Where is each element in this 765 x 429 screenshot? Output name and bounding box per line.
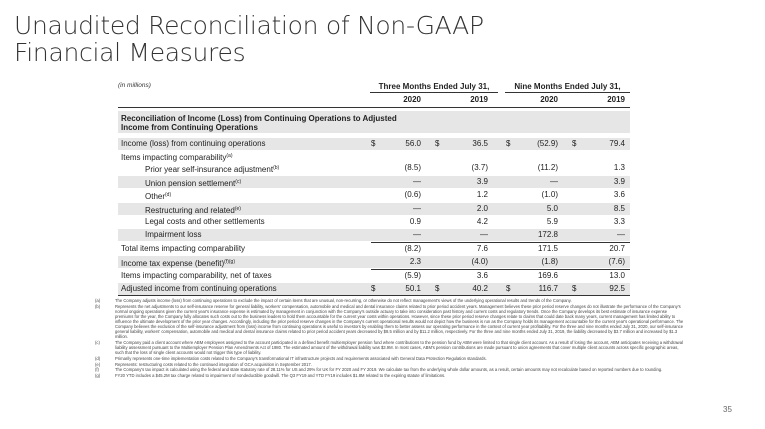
cell-value: 4.2	[476, 217, 488, 226]
table-row	[118, 176, 630, 188]
footnote-text: The Company's tax impact is calculated using the federal and state statutory rate of 28.11% for US and 29% for UK for FY 2020 and FY 2019. We calculate tax from the underlying whole dollar amounts, as a result, certain amounts may not recalculate based on reported numbers due to rounding.	[115, 367, 663, 373]
cell-value: 79.4	[609, 139, 625, 148]
cell-value: (8.5)	[404, 163, 421, 172]
cell-value: —	[413, 230, 421, 239]
cell-value: 40.2	[472, 284, 488, 293]
cell-value: 169.6	[537, 271, 558, 280]
cell-value: 8.5	[613, 204, 625, 213]
page-title-line-2: Financial Measures	[14, 38, 246, 67]
cell-value: (3.7)	[471, 163, 488, 172]
three-months-header: Three Months Ended July 31,	[370, 82, 498, 93]
year-header: 2020	[540, 95, 558, 104]
footnote-text: Represents the net adjustments to our self-insurance reserve for general liability, workers' compensation, automobile and medical and dental insurance claims related to prior period accident years. Management believes these prior period reserve changes do not illustrate the performance of the Company's normal ongoing operations given the current year's insurance expense is estimated by management in conjunction with the Company's outside actuary to take into consideration past history and current costs and regulatory trends. Once the Company develops its best estimate of insurance expense premiums for the year, the Company fully allocates such costs out to the business leaders to hold them accountable for the current year costs within operations. However, since these prior period reserve changes relate to claims that could date back many years, current management has limited ability to influence the ultimate development of the prior year changes. Accordingly, including the prior period reserve changes in the Company's current operational results would not depict how the business is run as the Company holds its management accountable for the current year's operational performance. The Company believes the exclusion of the self-insurance adjustment from (loss) income from continuing operations is useful to investors by enabling them to better assess our operating performance in the context of current year profitability. For the three and nine months ended July 31, 2020, our self-insurance general liability, workers' compensation, automobile and medical and dental insurance claims related to prior period accident years decreased by $8.5 million and by $11.2 million, respectively. For the three and nine months ended July 31, 2019, the liability decreased by $3.7 million and increased by $1.3 million.	[115, 303, 684, 340]
currency-symbol: $	[572, 139, 577, 148]
table-row	[118, 256, 630, 268]
footnote	[95, 340, 685, 355]
cell-value: 92.5	[609, 284, 625, 293]
cell-value: (1.0)	[541, 190, 558, 199]
year-header: 2020	[403, 95, 421, 104]
cell-value: (1.8)	[541, 257, 558, 266]
footnote-key: (d)	[95, 355, 101, 361]
section-heading	[118, 111, 630, 133]
cell-value: (7.6)	[608, 257, 625, 266]
cell-value: (11.2)	[537, 163, 558, 172]
footnote-key: (g)	[95, 372, 101, 378]
currency-symbol: $	[506, 139, 511, 148]
currency-symbol: $	[506, 284, 511, 293]
cell-value: 0.9	[409, 217, 421, 226]
table-row	[118, 150, 630, 162]
table-rule	[371, 242, 630, 243]
table-row	[118, 270, 630, 282]
cell-value: 3.9	[613, 177, 625, 186]
cell-value: —	[550, 177, 558, 186]
cell-value: 3.6	[613, 190, 625, 199]
currency-symbol: $	[435, 139, 440, 148]
cell-value: 56.0	[405, 139, 421, 148]
currency-symbol: $	[572, 284, 577, 293]
row-label: Items impacting comparability$^{(a)}$	[121, 153, 233, 162]
cell-value: 1.3	[613, 163, 625, 172]
cell-value: 116.7	[538, 284, 558, 293]
row-label: Income (loss) from continuing operations	[121, 139, 266, 148]
cell-value: 13.0	[609, 271, 625, 280]
row-label: Legal costs and other settlements	[145, 217, 265, 226]
row-label: Prior year self-insurance adjustment$^{(b)}$	[145, 165, 280, 174]
cell-value: —	[413, 177, 421, 186]
cell-value: (52.9)	[537, 139, 558, 148]
table-row	[118, 283, 630, 295]
table-rule	[118, 295, 630, 296]
table-row	[118, 216, 630, 228]
row-label: Income tax expense (benefit)$^{(f)(g)}$	[121, 259, 236, 268]
header-rule	[118, 107, 630, 108]
cell-value: 20.7	[609, 244, 625, 253]
table-row	[118, 203, 630, 215]
footnote-text: Primarily represents one-time implementation costs related to the Company's transformational IT infrastructure projects and requirements associated with General Data Protection Regulation standards.	[115, 355, 487, 361]
cell-value: 5.0	[546, 204, 558, 213]
currency-symbol: $	[371, 139, 376, 148]
cell-value: 3.3	[613, 217, 625, 226]
cell-value: —	[413, 204, 421, 213]
cell-value: 7.6	[476, 244, 488, 253]
footnotes	[95, 298, 685, 379]
footnote-text: The Company paid a client account where ABM employees assigned to the account participated in a defined benefit multiemployer pension fund where contributions to the pension fund by ABM were limited to that single client account. As a result of losing the account, ABM anticipates receiving a withdrawal liability assessment pursuant to the Multiemployer Pension Plan Amendments Act of 1980. The estimated amount of the withdrawal liability was $3.9M. In most cases, ABM's pension contributions are made pursuant to union agreements that cover multiple client accounts across specific geographic areas, such that the loss of single client accounts would not trigger this type of liability.	[115, 339, 683, 356]
page-title	[14, 12, 484, 66]
cell-value: 3.6	[476, 271, 488, 280]
cell-value: (5.9)	[404, 271, 421, 280]
footnote-key: (e)	[95, 361, 101, 367]
cell-value: 172.8	[537, 230, 558, 239]
footnote	[95, 373, 685, 378]
currency-symbol: $	[371, 284, 376, 293]
cell-value: (0.6)	[404, 190, 421, 199]
nine-months-header: Nine Months Ended July 31,	[505, 82, 630, 93]
footnote	[95, 356, 685, 361]
row-label: Other$^{(d)}$	[145, 192, 172, 201]
table-row	[118, 189, 630, 201]
footnote	[95, 362, 685, 367]
footnote-key: (a)	[95, 298, 101, 303]
footnote-key: (f)	[95, 367, 99, 373]
cell-value: 50.1	[405, 284, 421, 293]
footnote	[95, 304, 685, 340]
cell-value: 36.5	[472, 139, 488, 148]
section-title: Reconciliation of Income (Loss) from Continuing Operations to Adjusted Income from Continuing Operations	[121, 114, 397, 132]
footnote	[95, 367, 685, 372]
footnote-text: The Company adjusts income (loss) from continuing operations to exclude the impact of certain items that are unusual, non-recurring, or otherwise do not reflect management's views of the underlying operational results and trends of the Company.	[115, 298, 572, 303]
footnote-key: (c)	[95, 339, 100, 345]
table-row	[118, 243, 630, 255]
cell-value: (4.0)	[471, 257, 488, 266]
row-label: Restructuring and related$^{(e)}$	[145, 206, 241, 215]
cell-value: 2.3	[409, 257, 421, 266]
cell-value: 5.9	[546, 217, 558, 226]
cell-value: 171.5	[537, 244, 558, 253]
row-label: Impairment loss	[145, 230, 202, 239]
table-row	[118, 138, 630, 150]
cell-value: —	[480, 230, 488, 239]
table-rule	[371, 269, 630, 270]
cell-value: (8.2)	[404, 244, 421, 253]
page-title-line-1: Unaudited Reconciliation of Non-GAAP	[14, 11, 484, 40]
cell-value: 1.2	[476, 190, 488, 199]
footnote-text: FY20 YTD includes a $45.2M tax charge related to impairment of nondeductible goodwill. The Q3 FY19 and YTD FY19 includes $1.8M related to the expiring statute of limitations.	[115, 372, 446, 378]
currency-symbol: $	[435, 284, 440, 293]
row-label: Union pension settlement$^{(c)}$	[145, 179, 242, 188]
row-label: Total items impacting comparability	[121, 244, 246, 253]
year-header: 2019	[607, 95, 625, 104]
row-label: Items impacting comparability, net of taxes	[121, 271, 272, 280]
row-label: Adjusted income from continuing operations	[121, 284, 277, 293]
cell-value: 2.0	[476, 204, 488, 213]
footnote-text: Represents: restructuring costs related to the continued integration of GCA acquisition in September 2017.	[115, 361, 312, 367]
cell-value: —	[617, 230, 625, 239]
page-number: 35	[723, 405, 732, 414]
footnote-key: (b)	[95, 303, 101, 309]
year-header: 2019	[470, 95, 488, 104]
footnote	[95, 298, 685, 303]
table-row	[118, 162, 630, 174]
table-row	[118, 229, 630, 241]
cell-value: 3.9	[476, 177, 488, 186]
units-label: (in millions)	[118, 82, 151, 89]
